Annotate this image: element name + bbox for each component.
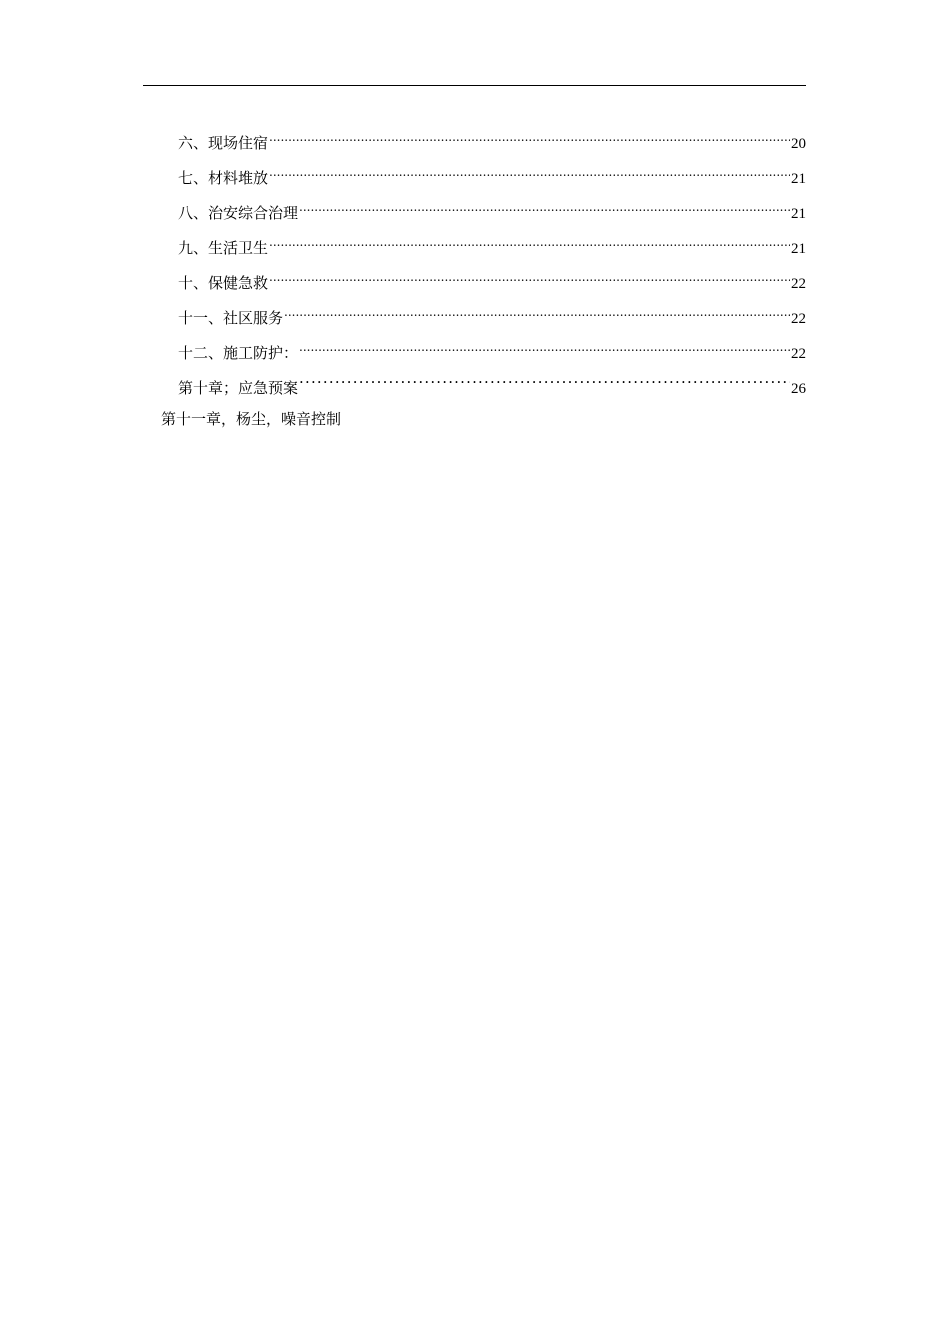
- toc-entry: [178, 334, 806, 362]
- toc-leader-dots: [269, 229, 790, 253]
- toc-entry-page: 21: [791, 171, 806, 187]
- toc-entry-label: 十一、社区服务: [178, 309, 284, 327]
- chapter-heading: 第十一章，杨尘，噪音控制: [161, 410, 342, 428]
- toc-entry-page: 26: [791, 381, 806, 397]
- toc-entry-page: 22: [791, 276, 806, 292]
- toc-leader-dots: [269, 159, 790, 183]
- toc-entry-page: 21: [791, 241, 806, 257]
- toc-entry-page: 21: [791, 206, 806, 222]
- toc-entry: [178, 369, 806, 397]
- toc-entry-label: 六、现场住宿: [178, 134, 269, 152]
- toc-entry: [178, 264, 806, 292]
- toc-leader-dots: [269, 264, 790, 288]
- toc-entry-label: 第十章；应急预案: [178, 379, 299, 397]
- toc-entry: [178, 299, 806, 327]
- toc-entry: [178, 194, 806, 222]
- toc-entry-page: 22: [791, 311, 806, 327]
- toc-entry-label: 十二、施工防护：: [178, 344, 299, 362]
- toc-entry-label: 十、保健急救: [178, 274, 269, 292]
- toc-entry-label: 七、材料堆放: [178, 169, 269, 187]
- toc-entry-label: 八、治安综合治理: [178, 204, 299, 222]
- toc-entry: [178, 124, 806, 152]
- header-rule: [143, 85, 806, 86]
- toc-entry: [178, 159, 806, 187]
- toc-entry-page: 20: [791, 136, 806, 152]
- toc-leader-dots: [269, 124, 790, 148]
- toc-leader-dots: [299, 194, 790, 218]
- toc-entry-label: 九、生活卫生: [178, 239, 269, 257]
- toc-leader-dots: [284, 299, 790, 323]
- toc-leader-dots: [299, 334, 790, 358]
- toc-entry-page: 22: [791, 346, 806, 362]
- toc-entry: [178, 229, 806, 257]
- toc-leader-dots: [299, 369, 790, 393]
